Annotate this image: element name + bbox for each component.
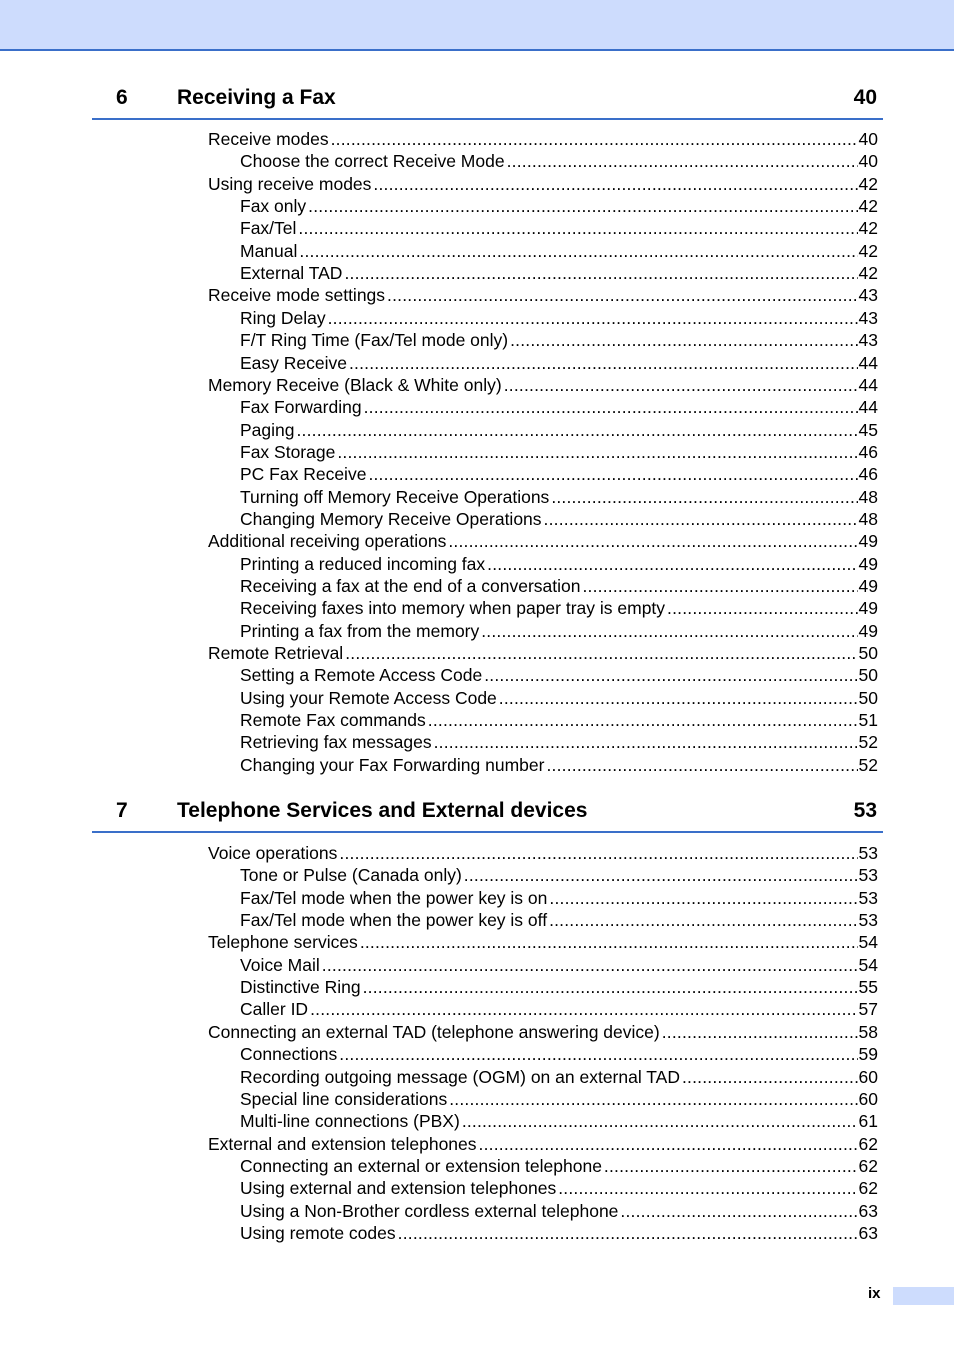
toc-entry-label: Fax Forwarding xyxy=(240,397,362,418)
dot-leader xyxy=(487,553,857,575)
toc-entry[interactable] xyxy=(208,128,878,150)
dot-leader xyxy=(546,754,857,776)
toc-entry[interactable] xyxy=(240,664,878,686)
dot-leader xyxy=(373,173,857,195)
dot-leader xyxy=(544,508,858,530)
toc-entry-page: 43 xyxy=(858,285,878,306)
toc-entry[interactable] xyxy=(240,976,878,998)
chapter-title: Receiving a Fax xyxy=(177,86,336,109)
toc-entry-label: Connecting an external TAD (telephone answering device) xyxy=(208,1021,660,1042)
toc-entry-label: Choose the correct Receive Mode xyxy=(240,151,505,172)
footer-tab xyxy=(893,1287,954,1305)
toc-entry-page: 49 xyxy=(858,576,878,596)
footer-page-number: ix xyxy=(868,1285,881,1302)
toc-entry[interactable] xyxy=(240,195,878,217)
toc-entry-label: Receive modes xyxy=(208,129,329,149)
toc-entry-page: 62 xyxy=(858,1155,878,1176)
toc-entry-label: PC Fax Receive xyxy=(240,464,367,485)
toc-entry-page: 55 xyxy=(858,977,878,998)
dot-leader xyxy=(507,150,858,172)
toc-entry[interactable] xyxy=(240,150,878,172)
dot-leader xyxy=(339,842,857,864)
toc-entry[interactable] xyxy=(240,240,878,262)
chapter-heading xyxy=(92,797,883,833)
dot-leader xyxy=(363,976,858,998)
toc-entry[interactable] xyxy=(240,486,878,508)
toc-entry-label: Remote Retrieval xyxy=(208,643,344,664)
dot-leader xyxy=(551,486,857,508)
toc-entry-page: 53 xyxy=(858,865,878,886)
toc-entry[interactable] xyxy=(240,1110,878,1132)
toc-entry-page: 60 xyxy=(858,1088,878,1109)
toc-entry-label: Remote Fax commands xyxy=(240,710,426,731)
toc-entry-page: 49 xyxy=(858,553,878,574)
toc-entry-label: Using external and extension telephones xyxy=(240,1178,557,1199)
toc-entry-page: 54 xyxy=(858,932,878,953)
dot-leader xyxy=(682,1066,858,1088)
toc-entry[interactable] xyxy=(240,463,878,485)
toc-entry-page: 52 xyxy=(858,732,878,753)
dot-leader xyxy=(345,642,857,664)
dot-leader xyxy=(604,1155,858,1177)
dot-leader xyxy=(328,307,858,329)
dot-leader xyxy=(558,1177,857,1199)
toc-entry-page: 45 xyxy=(858,419,878,440)
toc-entry-label: Fax only xyxy=(240,196,307,217)
toc-entry-page: 49 xyxy=(858,598,878,619)
toc-entry-page: 42 xyxy=(858,263,878,284)
toc-entry-label: Multi-line connections (PBX) xyxy=(240,1111,460,1132)
toc-entry-page: 50 xyxy=(858,643,878,664)
toc-entry-page: 49 xyxy=(858,531,878,552)
toc-entry-label: Fax/Tel mode when the power key is off xyxy=(240,910,548,931)
toc-entry-label: F/T Ring Time (Fax/Tel mode only) xyxy=(240,330,509,351)
toc-entry-page: 43 xyxy=(858,307,878,328)
toc-entry-label: Ring Delay xyxy=(240,307,326,328)
toc-entry[interactable] xyxy=(240,1155,878,1177)
dot-leader xyxy=(297,419,858,441)
toc-entry-label: Printing a reduced incoming fax xyxy=(240,553,486,574)
toc-entry[interactable] xyxy=(208,284,878,306)
toc-entry-page: 44 xyxy=(858,374,878,395)
dot-leader xyxy=(449,1088,857,1110)
dot-leader xyxy=(549,909,857,931)
toc-entry[interactable] xyxy=(240,217,878,239)
toc-entry-label: Tone or Pulse (Canada only) xyxy=(240,865,462,886)
toc-entry-page: 43 xyxy=(858,330,878,351)
toc-entry[interactable] xyxy=(240,887,878,909)
toc-entry-label: Recording outgoing message (OGM) on an external TAD xyxy=(240,1066,680,1087)
dot-leader xyxy=(368,463,857,485)
toc-entry-page: 57 xyxy=(858,999,878,1020)
dot-leader xyxy=(434,731,858,753)
dot-leader xyxy=(484,664,857,686)
toc-entry-page: 63 xyxy=(858,1200,878,1221)
dot-leader xyxy=(481,620,857,642)
toc-entry[interactable] xyxy=(240,352,878,374)
dot-leader xyxy=(299,240,857,262)
dot-leader xyxy=(387,284,857,306)
toc-entry-page: 40 xyxy=(858,129,878,149)
toc-entry-label: Connections xyxy=(240,1044,338,1065)
toc-entry-page: 60 xyxy=(858,1066,878,1087)
toc-entry-page: 62 xyxy=(858,1178,878,1199)
toc-entry-page: 46 xyxy=(858,441,878,462)
dot-leader xyxy=(322,954,858,976)
toc-entry[interactable] xyxy=(208,1133,878,1155)
dot-leader xyxy=(331,128,858,150)
toc-entry-label: Changing your Fax Forwarding number xyxy=(240,754,545,775)
dot-leader xyxy=(549,887,857,909)
dot-leader xyxy=(504,374,858,396)
toc-entry-label: Using a Non-Brother cordless external telephone xyxy=(240,1200,619,1221)
toc-entry-label: Memory Receive (Black & White only) xyxy=(208,374,502,395)
dot-leader xyxy=(583,575,858,597)
toc-entry-label: Receiving a fax at the end of a conversation xyxy=(240,576,581,596)
toc-entry[interactable] xyxy=(240,754,878,776)
toc-entry-label: Turning off Memory Receive Operations xyxy=(240,486,550,507)
toc-entry-label: Setting a Remote Access Code xyxy=(240,665,483,686)
toc-entry[interactable] xyxy=(240,307,878,329)
toc-entry[interactable] xyxy=(240,1043,878,1065)
chapter-heading xyxy=(92,84,883,120)
toc-entry[interactable] xyxy=(240,553,878,575)
toc-entry[interactable] xyxy=(240,575,878,597)
chapter-title: Telephone Services and External devices xyxy=(177,799,588,822)
toc-entry-page: 59 xyxy=(858,1044,878,1065)
dot-leader xyxy=(398,1222,858,1244)
toc-entry-page: 58 xyxy=(858,1021,878,1042)
toc-entry-label: Manual xyxy=(240,240,298,261)
dot-leader xyxy=(448,530,857,552)
dot-leader xyxy=(479,1133,858,1155)
toc-entry-label: Paging xyxy=(240,419,295,440)
toc-entry-label: Voice operations xyxy=(208,843,338,863)
toc-entry-label: Fax Storage xyxy=(240,441,336,462)
toc-entry-label: Changing Memory Receive Operations xyxy=(240,508,542,529)
chapter-page: 40 xyxy=(853,86,877,109)
toc-entry-label: Easy Receive xyxy=(240,352,347,373)
toc-entry-page: 46 xyxy=(858,464,878,485)
toc-entry[interactable] xyxy=(240,1066,878,1088)
toc-entry-label: Caller ID xyxy=(240,999,309,1020)
toc-entry[interactable] xyxy=(240,1200,878,1222)
toc-entry[interactable] xyxy=(240,709,878,731)
toc-entry[interactable] xyxy=(240,441,878,463)
dot-leader xyxy=(499,687,858,709)
dot-leader xyxy=(667,597,857,619)
dot-leader xyxy=(662,1021,858,1043)
toc-entry[interactable] xyxy=(240,419,878,441)
toc-entry-page: 50 xyxy=(858,665,878,686)
toc-entry-label: Using your Remote Access Code xyxy=(240,687,497,708)
toc-entry-label: Receive mode settings xyxy=(208,285,386,306)
toc-entry-label: External TAD xyxy=(240,263,343,284)
toc-entry-label: Receiving faxes into memory when paper tray is empty xyxy=(240,598,666,619)
toc-entry-label: Telephone services xyxy=(208,932,358,953)
toc-entry[interactable] xyxy=(240,731,878,753)
toc-entry[interactable] xyxy=(240,620,878,642)
toc-entry-label: Special line considerations xyxy=(240,1088,448,1109)
toc-entry-label: Distinctive Ring xyxy=(240,977,361,998)
toc-entry-label: Fax/Tel mode when the power key is on xyxy=(240,887,548,908)
toc-entry-page: 53 xyxy=(858,843,878,863)
toc-entry-page: 54 xyxy=(858,954,878,975)
dot-leader xyxy=(308,195,857,217)
chapter-page: 53 xyxy=(853,799,877,822)
toc-entry-page: 49 xyxy=(858,620,878,641)
toc-entry-page: 48 xyxy=(858,486,878,507)
toc-entry-page: 52 xyxy=(858,754,878,775)
toc-entry[interactable] xyxy=(240,998,878,1020)
dot-leader xyxy=(298,217,857,239)
toc-entry[interactable] xyxy=(240,329,878,351)
toc-entry-label: Fax/Tel xyxy=(240,218,297,239)
toc-entry[interactable] xyxy=(240,1088,878,1110)
dot-leader xyxy=(364,396,858,418)
toc-entry-page: 48 xyxy=(858,508,878,529)
header-band xyxy=(0,0,954,51)
toc-entry[interactable] xyxy=(240,262,878,284)
toc-entry-page: 42 xyxy=(858,240,878,261)
toc-entry[interactable] xyxy=(208,642,878,664)
dot-leader xyxy=(339,1043,857,1065)
toc-entry[interactable] xyxy=(240,909,878,931)
toc-entry-label: Connecting an external or extension telephone xyxy=(240,1155,602,1176)
toc-entry[interactable] xyxy=(208,374,878,396)
toc-entry-page: 53 xyxy=(858,910,878,931)
toc-entry-page: 63 xyxy=(858,1222,878,1243)
toc-entry[interactable] xyxy=(240,508,878,530)
dot-leader xyxy=(344,262,857,284)
toc-entry[interactable] xyxy=(208,173,878,195)
toc-entry-label: Using remote codes xyxy=(240,1222,396,1243)
toc-entry-page: 51 xyxy=(858,710,878,731)
toc-entry[interactable] xyxy=(240,954,878,976)
toc-entry[interactable] xyxy=(240,687,878,709)
dot-leader xyxy=(310,998,857,1020)
toc-entry-label: External and extension telephones xyxy=(208,1133,477,1154)
toc-entry[interactable] xyxy=(240,597,878,619)
toc-entry[interactable] xyxy=(240,396,878,418)
dot-leader xyxy=(337,441,857,463)
dot-leader xyxy=(349,352,858,374)
toc-entry-label: Retrieving fax messages xyxy=(240,732,432,753)
toc-entry-page: 42 xyxy=(858,173,878,194)
toc-entry-page: 61 xyxy=(858,1111,878,1132)
chapter-number: 7 xyxy=(116,799,128,822)
toc-entry-label: Using receive modes xyxy=(208,173,372,194)
toc-entry-label: Printing a fax from the memory xyxy=(240,620,480,641)
toc-entry-page: 44 xyxy=(858,397,878,418)
toc-entry-page: 53 xyxy=(858,887,878,908)
toc-entry-label: Voice Mail xyxy=(240,954,320,975)
dot-leader xyxy=(428,709,858,731)
toc-entry-label: Additional receiving operations xyxy=(208,531,447,552)
toc-entry[interactable] xyxy=(208,842,878,864)
toc-entry-page: 50 xyxy=(858,687,878,708)
toc-entry[interactable] xyxy=(208,1021,878,1043)
dot-leader xyxy=(464,864,858,886)
dot-leader xyxy=(360,931,858,953)
dot-leader xyxy=(510,329,857,351)
toc-entry[interactable] xyxy=(208,931,878,953)
toc-entry[interactable] xyxy=(240,864,878,886)
toc-entry-page: 40 xyxy=(858,151,878,172)
toc-entry[interactable] xyxy=(240,1177,878,1199)
dot-leader xyxy=(462,1110,858,1132)
toc-entry[interactable] xyxy=(208,530,878,552)
dot-leader xyxy=(620,1200,857,1222)
chapter-number: 6 xyxy=(116,86,128,109)
toc-entry-page: 42 xyxy=(858,218,878,239)
toc-entry-page: 42 xyxy=(858,196,878,217)
toc-entry-page: 44 xyxy=(858,352,878,373)
toc-entry[interactable] xyxy=(240,1222,878,1244)
toc-entry-page: 62 xyxy=(858,1133,878,1154)
